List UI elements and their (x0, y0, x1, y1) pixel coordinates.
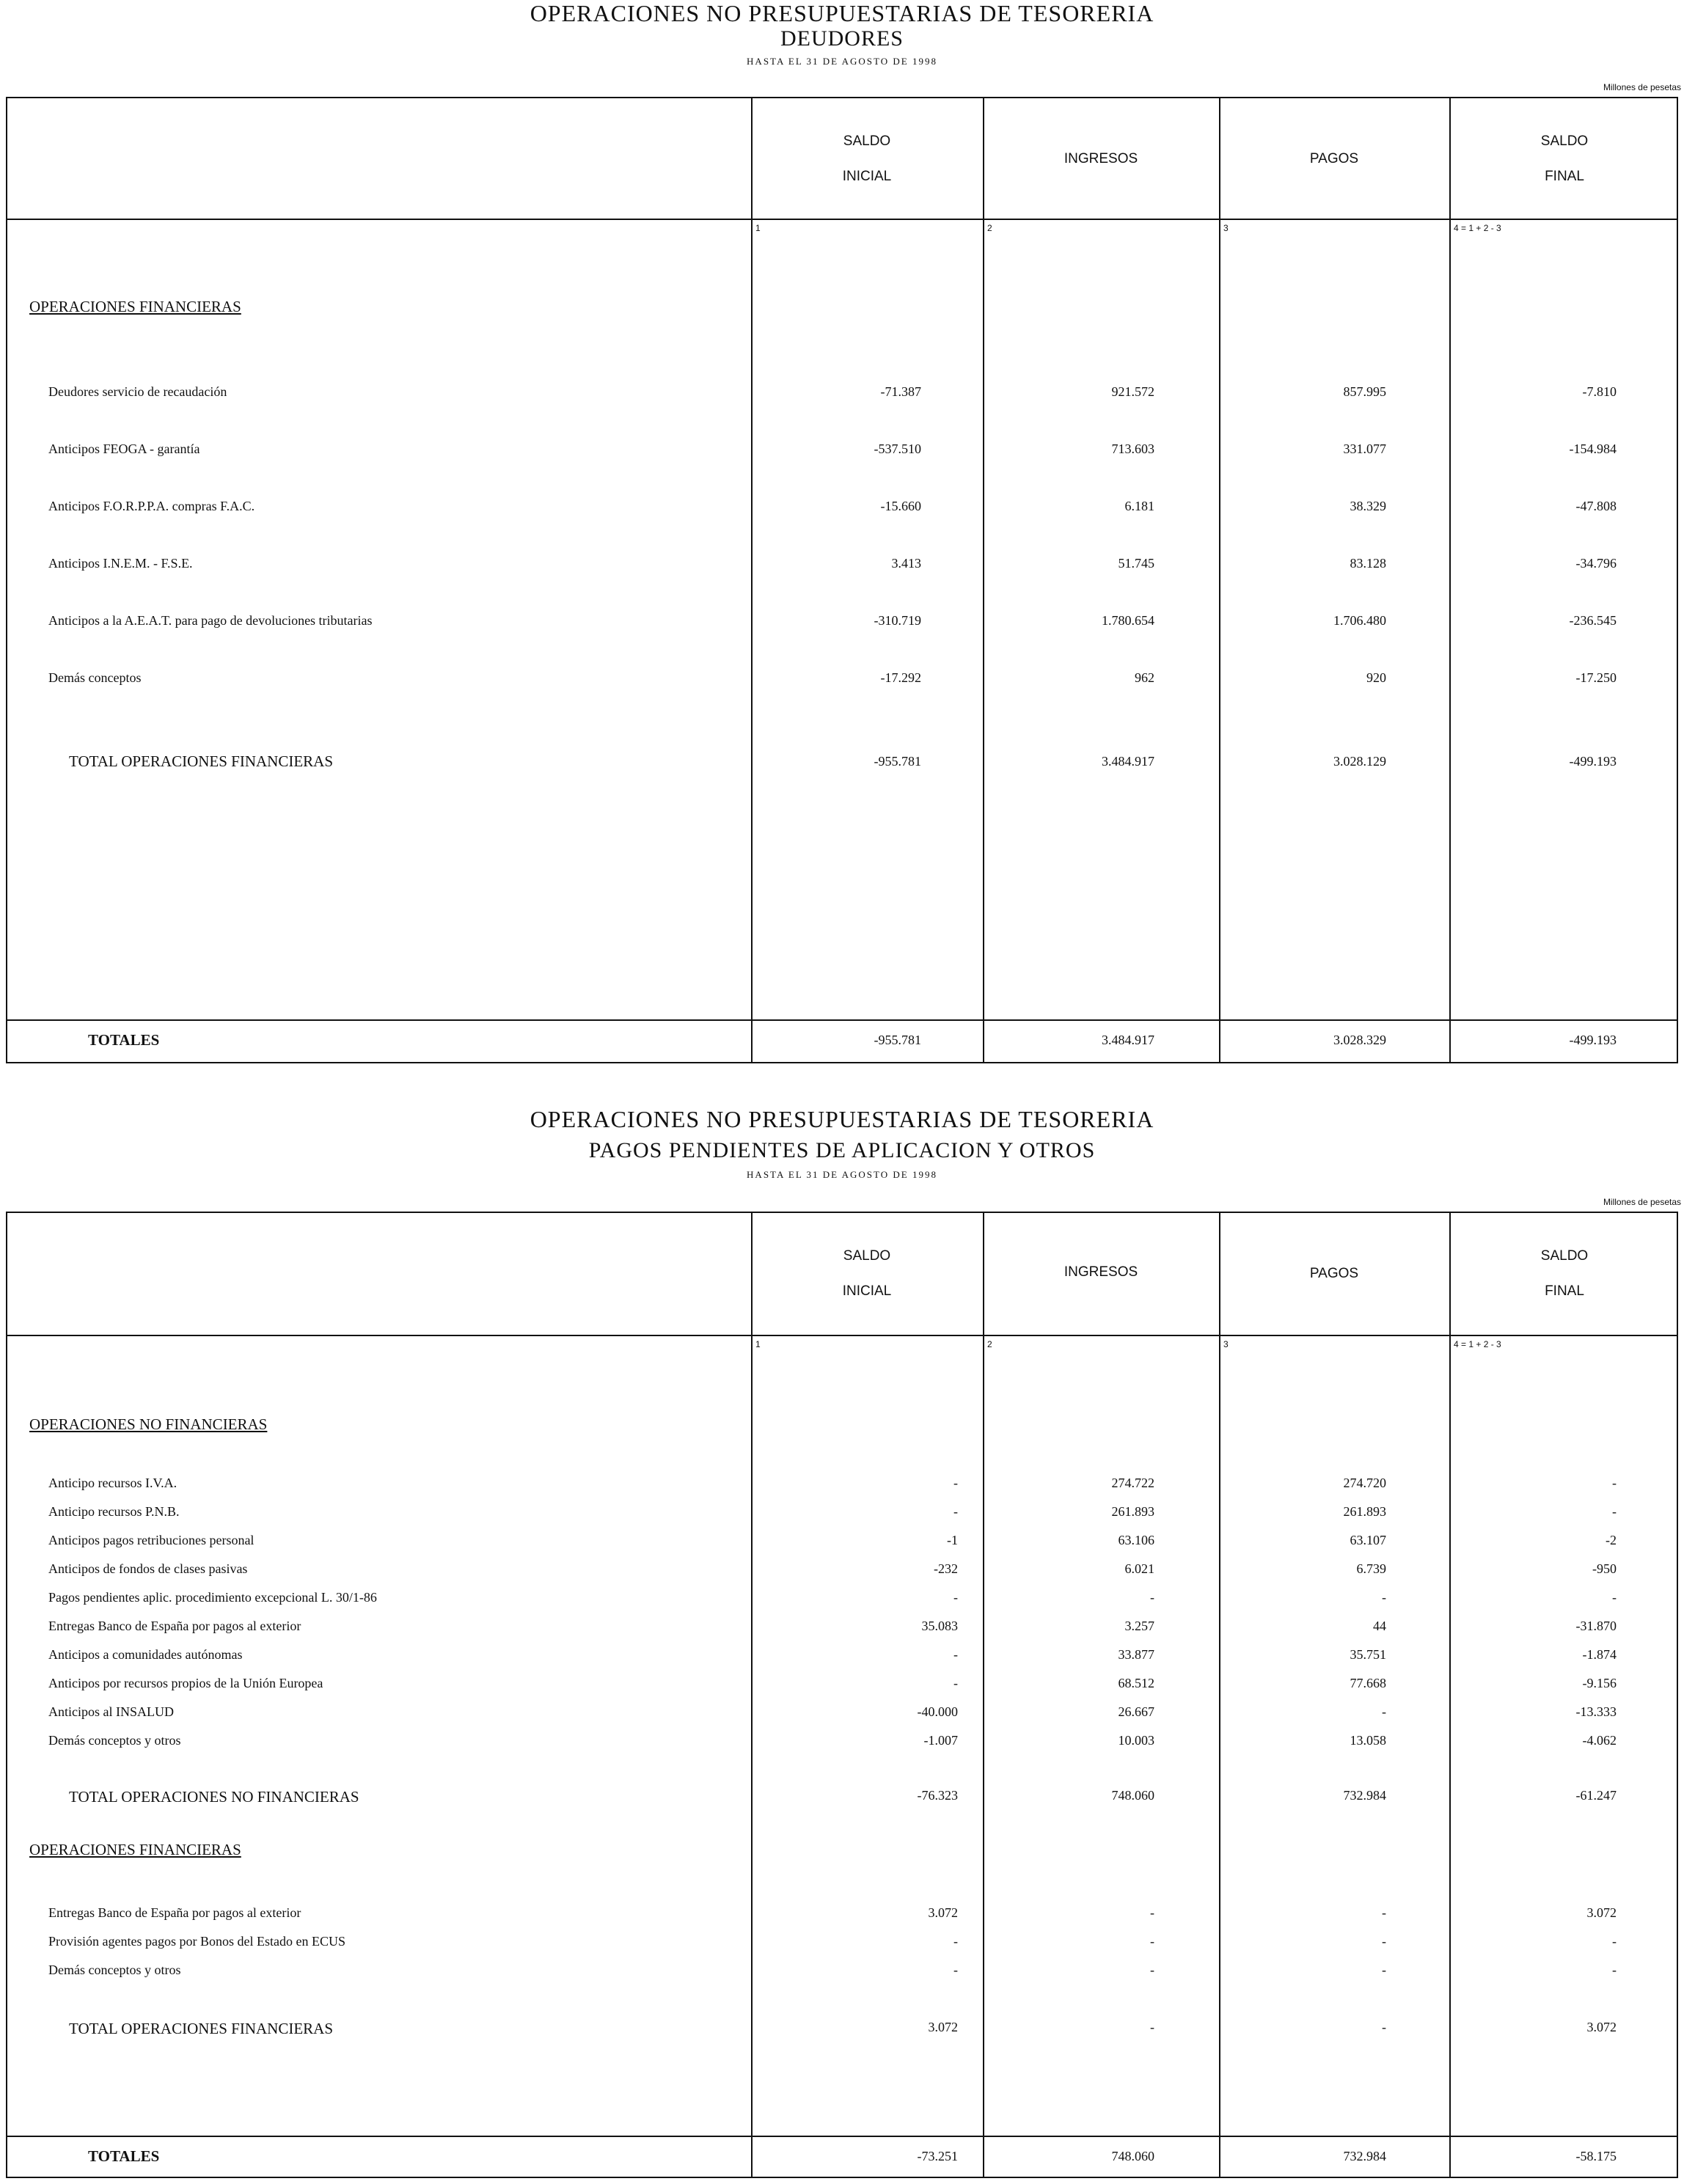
total-pagos: 732.984 (1343, 1788, 1386, 1803)
cell-pagos: 35.751 (1350, 1647, 1386, 1662)
cell-saldo-final: -2 (1606, 1533, 1617, 1547)
header-saldo-inicial-2: INICIAL (842, 169, 892, 184)
col-num-4: 4 = 1 + 2 - 3 (1454, 1339, 1501, 1349)
col-num-2: 2 (987, 1339, 992, 1349)
header-saldo-inicial-2: INICIAL (842, 1283, 892, 1299)
cell-saldo-final: -950 (1592, 1561, 1617, 1576)
cell-pagos: 274.720 (1343, 1476, 1386, 1490)
row-label: Entregas Banco de España por pagos al exterior (48, 1905, 301, 1920)
header-saldo-final-1: SALDO (1540, 133, 1589, 149)
cell-ingresos: 63.106 (1118, 1533, 1154, 1547)
cell-ingresos: - (1150, 1590, 1154, 1605)
header-pagos: PAGOS (1309, 151, 1359, 166)
cell-saldo-inicial: -232 (934, 1561, 958, 1576)
table1-title: OPERACIONES NO PRESUPUESTARIAS DE TESORERIA (530, 0, 1154, 26)
header-pagos: PAGOS (1309, 1266, 1359, 1281)
row-label: Demás conceptos (48, 670, 142, 685)
total-pagos: - (1382, 2020, 1386, 2034)
row-label: Entregas Banco de España por pagos al exterior (48, 1619, 301, 1633)
total-no-financieras-label: TOTAL OPERACIONES NO FINANCIERAS (69, 1788, 359, 1806)
cell-saldo-inicial: - (953, 1676, 958, 1690)
cell-ingresos: 10.003 (1118, 1733, 1154, 1748)
cell-saldo-inicial: 3.072 (928, 1905, 958, 1920)
row-label: Anticipo recursos I.V.A. (48, 1476, 177, 1490)
cell-saldo-inicial: -15.660 (880, 499, 921, 513)
cell-pagos: - (1382, 1590, 1386, 1605)
table2 (6, 1212, 1678, 2178)
cell-ingresos: 51.745 (1118, 556, 1154, 571)
col-num-1: 1 (755, 223, 761, 233)
total-label: TOTAL OPERACIONES FINANCIERAS (69, 752, 334, 770)
totales-pagos: 732.984 (1343, 2149, 1386, 2163)
cell-saldo-inicial: - (953, 1934, 958, 1949)
row-label: Pagos pendientes aplic. procedimiento excepcional L. 30/1-86 (48, 1590, 377, 1605)
cell-pagos: - (1382, 1905, 1386, 1920)
row-label: Anticipo recursos P.N.B. (48, 1504, 180, 1519)
section-operaciones-financieras: OPERACIONES FINANCIERAS (29, 1841, 241, 1858)
table2-unit: Millones de pesetas (1603, 1197, 1681, 1207)
col-num-1: 1 (755, 1339, 761, 1349)
section-operaciones-financieras: OPERACIONES FINANCIERAS (29, 298, 241, 315)
cell-ingresos: 921.572 (1111, 384, 1154, 399)
totales-saldo-inicial: -955.781 (874, 1033, 921, 1047)
total-saldo-inicial: 3.072 (928, 2020, 958, 2034)
col-num-3: 3 (1223, 223, 1229, 233)
cell-saldo-inicial: -537.510 (874, 441, 921, 456)
cell-ingresos: - (1150, 1934, 1154, 1949)
cell-ingresos: 33.877 (1118, 1647, 1154, 1662)
table2-title: OPERACIONES NO PRESUPUESTARIAS DE TESORERIA (530, 1106, 1154, 1132)
cell-saldo-final: -7.810 (1582, 384, 1617, 399)
cell-saldo-final: -154.984 (1569, 441, 1617, 456)
cell-ingresos: 26.667 (1118, 1704, 1154, 1719)
totales-saldo-final: -58.175 (1575, 2149, 1617, 2163)
cell-saldo-final: - (1612, 1504, 1617, 1519)
cell-saldo-final: -34.796 (1575, 556, 1617, 571)
row-label: Deudores servicio de recaudación (48, 384, 227, 399)
total-saldo-inicial: -955.781 (874, 754, 921, 769)
cell-saldo-inicial: -1 (947, 1533, 958, 1547)
cell-pagos: 44 (1373, 1619, 1386, 1633)
cell-saldo-final: - (1612, 1963, 1617, 1977)
cell-saldo-final: -17.250 (1575, 670, 1617, 685)
totales-saldo-inicial: -73.251 (917, 2149, 958, 2163)
cell-saldo-final: -13.333 (1575, 1704, 1617, 1719)
totales-saldo-final: -499.193 (1569, 1033, 1617, 1047)
header-saldo-final-2: FINAL (1545, 169, 1584, 184)
row-label: Demás conceptos y otros (48, 1963, 181, 1977)
row-label: Anticipos pagos retribuciones personal (48, 1533, 255, 1547)
cell-saldo-inicial: -1.007 (923, 1733, 958, 1748)
cell-saldo-final: -236.545 (1569, 613, 1617, 628)
total-saldo-final: -61.247 (1575, 1788, 1617, 1803)
cell-pagos: 261.893 (1343, 1504, 1386, 1519)
cell-saldo-inicial: 3.413 (891, 556, 921, 571)
cell-ingresos: - (1150, 1905, 1154, 1920)
cell-saldo-inicial: - (953, 1590, 958, 1605)
cell-saldo-inicial: -17.292 (880, 670, 921, 685)
total-ingresos: - (1150, 2020, 1154, 2034)
cell-saldo-final: - (1612, 1934, 1617, 1949)
cell-pagos: 857.995 (1343, 384, 1386, 399)
totales-pagos: 3.028.329 (1333, 1033, 1386, 1047)
cell-ingresos: - (1150, 1963, 1154, 1977)
cell-saldo-inicial: - (953, 1476, 958, 1490)
cell-pagos: - (1382, 1704, 1386, 1719)
col-num-3: 3 (1223, 1339, 1229, 1349)
cell-saldo-final: -1.874 (1582, 1647, 1617, 1662)
cell-pagos: 83.128 (1350, 556, 1386, 571)
cell-saldo-inicial: -40.000 (917, 1704, 958, 1719)
total-pagos: 3.028.129 (1333, 754, 1386, 769)
cell-ingresos: 3.257 (1124, 1619, 1154, 1633)
cell-pagos: 920 (1366, 670, 1386, 685)
section-operaciones-no-financieras: OPERACIONES NO FINANCIERAS (29, 1415, 268, 1433)
row-label: Anticipos FEOGA - garantía (48, 441, 200, 456)
totales-ingresos: 3.484.917 (1102, 1033, 1154, 1047)
table1 (6, 97, 1678, 1063)
header-saldo-inicial-1: SALDO (843, 1248, 891, 1264)
row-label: Anticipos I.N.E.M. - F.S.E. (48, 556, 193, 571)
cell-saldo-final: -31.870 (1575, 1619, 1617, 1633)
cell-pagos: 13.058 (1350, 1733, 1386, 1748)
cell-saldo-inicial: 35.083 (921, 1619, 958, 1633)
cell-saldo-final: - (1612, 1476, 1617, 1490)
total-saldo-final: -499.193 (1569, 754, 1617, 769)
cell-pagos: - (1382, 1963, 1386, 1977)
row-label: Provisión agentes pagos por Bonos del Estado en ECUS (48, 1934, 345, 1949)
cell-pagos: 38.329 (1350, 499, 1386, 513)
table2-date: HASTA EL 31 DE AGOSTO DE 1998 (747, 1169, 937, 1180)
header-ingresos: INGRESOS (1064, 151, 1138, 166)
cell-ingresos: 68.512 (1118, 1676, 1154, 1690)
cell-ingresos: 274.722 (1111, 1476, 1154, 1490)
cell-ingresos: 6.021 (1124, 1561, 1154, 1576)
row-label: Anticipos a comunidades autónomas (48, 1647, 243, 1662)
col-num-2: 2 (987, 223, 992, 233)
cell-saldo-inicial: - (953, 1504, 958, 1519)
header-saldo-final-2: FINAL (1545, 1283, 1584, 1299)
cell-pagos: 63.107 (1350, 1533, 1386, 1547)
row-label: Anticipos de fondos de clases pasivas (48, 1561, 248, 1576)
header-ingresos: INGRESOS (1064, 1264, 1138, 1280)
header-saldo-final-1: SALDO (1540, 1248, 1589, 1264)
cell-ingresos: 6.181 (1124, 499, 1154, 513)
table1-date: HASTA EL 31 DE AGOSTO DE 1998 (747, 56, 937, 67)
cell-ingresos: 713.603 (1111, 441, 1154, 456)
total-ingresos: 748.060 (1111, 1788, 1154, 1803)
cell-ingresos: 261.893 (1111, 1504, 1154, 1519)
cell-saldo-final: -4.062 (1582, 1733, 1617, 1748)
header-saldo-inicial-1: SALDO (843, 133, 891, 149)
totales-label: TOTALES (88, 2147, 160, 2165)
totales-label: TOTALES (88, 1031, 160, 1049)
total-ingresos: 3.484.917 (1102, 754, 1154, 769)
row-label: Anticipos al INSALUD (48, 1704, 174, 1719)
cell-ingresos: 1.780.654 (1102, 613, 1154, 628)
total-financieras-label: TOTAL OPERACIONES FINANCIERAS (69, 2020, 334, 2037)
cell-saldo-inicial: -310.719 (874, 613, 921, 628)
cell-pagos: 6.739 (1356, 1561, 1386, 1576)
row-label: Anticipos a la A.E.A.T. para pago de devoluciones tributarias (48, 613, 373, 628)
table1-subtitle-deudores: DEUDORES (780, 26, 904, 51)
row-label: Anticipos F.O.R.P.P.A. compras F.A.C. (48, 499, 255, 513)
cell-saldo-inicial: - (953, 1647, 958, 1662)
col-num-4: 4 = 1 + 2 - 3 (1454, 223, 1501, 233)
cell-saldo-final: -47.808 (1575, 499, 1617, 513)
cell-pagos: 1.706.480 (1333, 613, 1386, 628)
cell-saldo-final: -9.156 (1582, 1676, 1617, 1690)
cell-pagos: 77.668 (1350, 1676, 1386, 1690)
table1-unit: Millones de pesetas (1603, 82, 1681, 92)
cell-saldo-final: - (1612, 1590, 1617, 1605)
cell-saldo-inicial: - (953, 1963, 958, 1977)
cell-pagos: - (1382, 1934, 1386, 1949)
totales-ingresos: 748.060 (1111, 2149, 1154, 2163)
total-saldo-inicial: -76.323 (917, 1788, 958, 1803)
cell-ingresos: 962 (1135, 670, 1154, 685)
total-saldo-final: 3.072 (1586, 2020, 1617, 2034)
table2-subtitle-pagos-pendientes: PAGOS PENDIENTES DE APLICACION Y OTROS (588, 1138, 1096, 1162)
cell-pagos: 331.077 (1343, 441, 1386, 456)
row-label: Anticipos por recursos propios de la Unión Europea (48, 1676, 323, 1690)
row-label: Demás conceptos y otros (48, 1733, 181, 1748)
cell-saldo-final: 3.072 (1586, 1905, 1617, 1920)
cell-saldo-inicial: -71.387 (880, 384, 921, 399)
